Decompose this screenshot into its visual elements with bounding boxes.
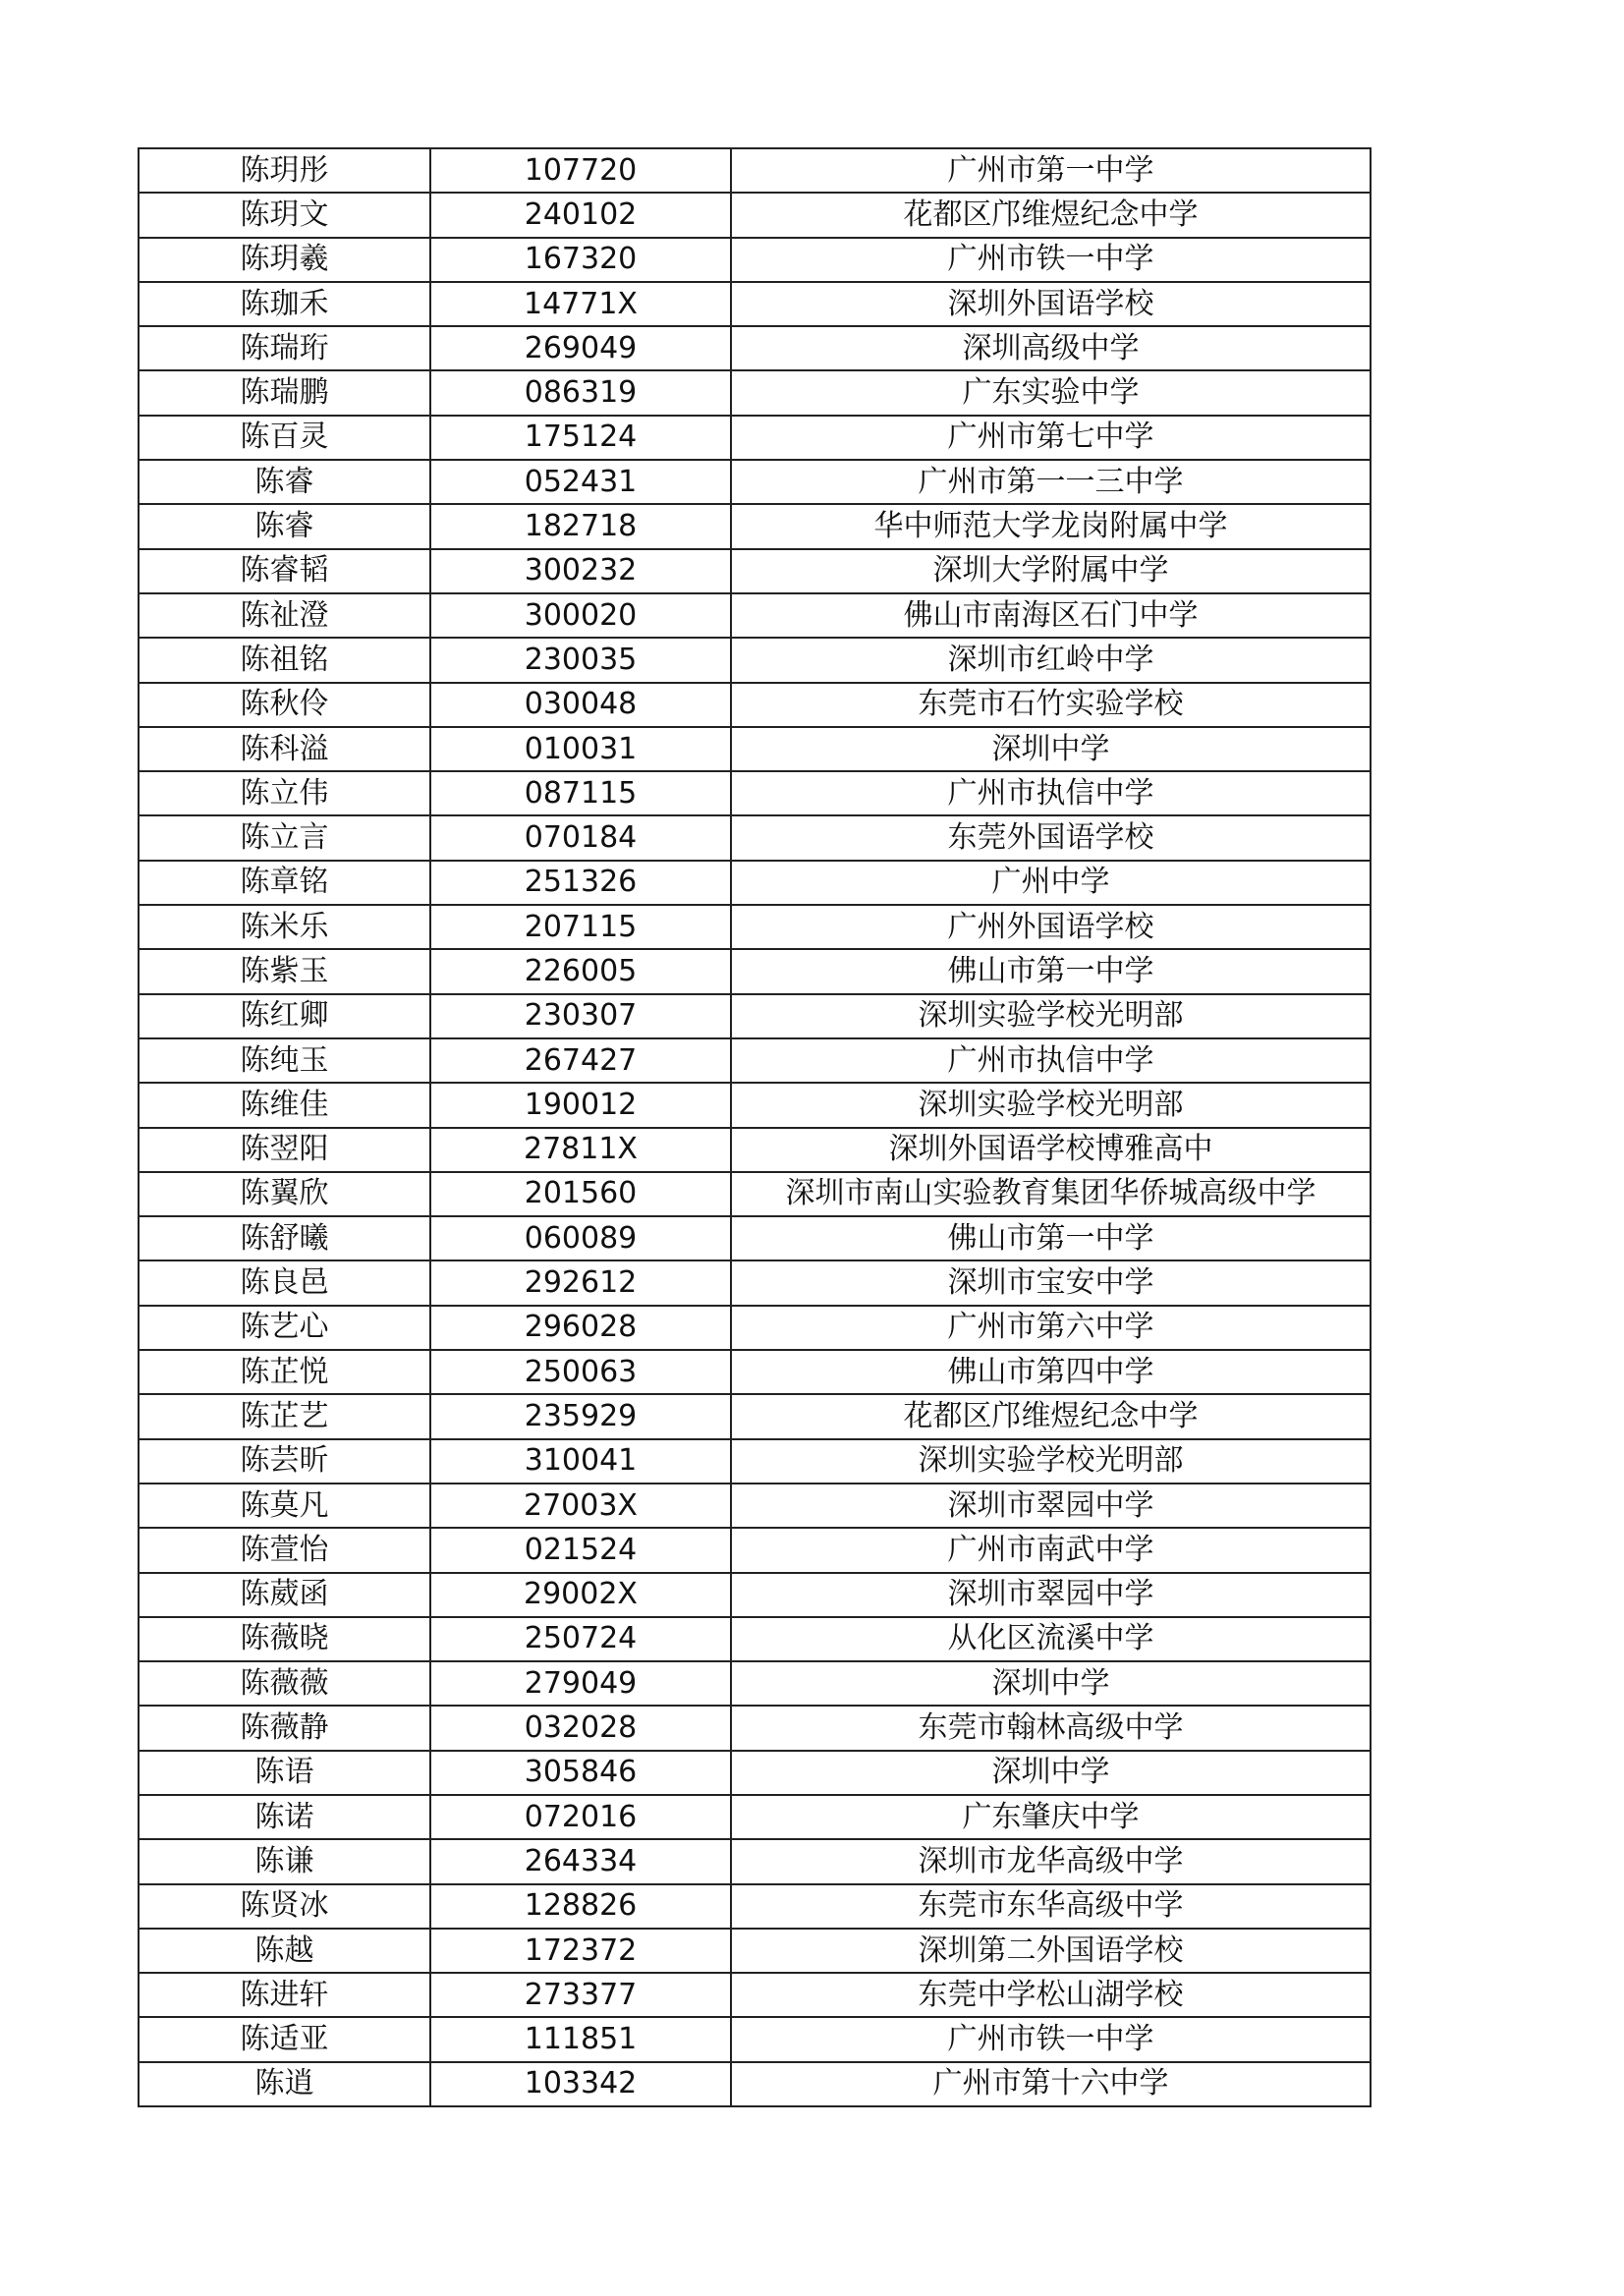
student-id-cell: 300232	[430, 549, 731, 593]
table-row	[139, 1751, 1371, 1795]
school-name-cell: 广东实验中学	[731, 370, 1371, 415]
student-id-cell: 250063	[430, 1350, 731, 1394]
student-id-cell: 296028	[430, 1306, 731, 1350]
table-row	[139, 549, 1371, 593]
school-name-cell: 广州市执信中学	[731, 771, 1371, 815]
student-id-cell: 032028	[430, 1706, 731, 1750]
student-name-cell: 陈适亚	[139, 2017, 430, 2061]
school-name-cell: 广州市执信中学	[731, 1038, 1371, 1083]
student-id-cell: 240102	[430, 193, 731, 237]
school-name-cell: 佛山市第四中学	[731, 1350, 1371, 1394]
student-name-cell: 陈瑞珩	[139, 326, 430, 370]
student-id-cell: 182718	[430, 504, 731, 548]
table-row	[139, 1172, 1371, 1216]
student-id-cell: 235929	[430, 1394, 731, 1438]
school-name-cell: 东莞市翰林高级中学	[731, 1706, 1371, 1750]
school-name-cell: 深圳市翠园中学	[731, 1484, 1371, 1528]
student-id-cell: 172372	[430, 1929, 731, 1973]
student-name-cell: 陈祖铭	[139, 638, 430, 682]
table-row	[139, 1839, 1371, 1883]
roster-body	[139, 148, 1371, 2106]
school-name-cell: 深圳市红岭中学	[731, 638, 1371, 682]
table-row	[139, 994, 1371, 1038]
school-name-cell: 深圳中学	[731, 727, 1371, 771]
table-row	[139, 1038, 1371, 1083]
table-row	[139, 861, 1371, 905]
student-name-cell: 陈贤冰	[139, 1884, 430, 1929]
school-name-cell: 深圳市宝安中学	[731, 1260, 1371, 1305]
student-id-cell: 279049	[430, 1661, 731, 1706]
student-name-cell: 陈翼欣	[139, 1172, 430, 1216]
school-name-cell: 深圳实验学校光明部	[731, 1083, 1371, 1127]
school-name-cell: 东莞外国语学校	[731, 815, 1371, 860]
table-row	[139, 1260, 1371, 1305]
school-name-cell: 东莞中学松山湖学校	[731, 1973, 1371, 2017]
table-row	[139, 1216, 1371, 1260]
table-row	[139, 2062, 1371, 2106]
table-row	[139, 815, 1371, 860]
student-name-cell: 陈睿	[139, 460, 430, 504]
student-name-cell: 陈舒曦	[139, 1216, 430, 1260]
student-id-cell: 230035	[430, 638, 731, 682]
student-name-cell: 陈纯玉	[139, 1038, 430, 1083]
student-name-cell: 陈维佳	[139, 1083, 430, 1127]
student-name-cell: 陈薇晓	[139, 1617, 430, 1661]
table-row	[139, 1083, 1371, 1127]
student-id-cell: 190012	[430, 1083, 731, 1127]
table-row	[139, 683, 1371, 727]
student-id-cell: 310041	[430, 1439, 731, 1484]
student-id-cell: 14771X	[430, 282, 731, 326]
student-id-cell: 103342	[430, 2062, 731, 2106]
student-id-cell: 167320	[430, 238, 731, 282]
student-name-cell: 陈秋伶	[139, 683, 430, 727]
table-row	[139, 1306, 1371, 1350]
school-name-cell: 华中师范大学龙岗附属中学	[731, 504, 1371, 548]
table-row	[139, 1484, 1371, 1528]
table-row	[139, 504, 1371, 548]
table-row	[139, 1394, 1371, 1438]
table-row	[139, 1350, 1371, 1394]
student-name-cell: 陈祉澄	[139, 593, 430, 638]
school-name-cell: 深圳外国语学校博雅高中	[731, 1128, 1371, 1172]
table-row	[139, 1439, 1371, 1484]
student-name-cell: 陈紫玉	[139, 949, 430, 993]
student-id-cell: 030048	[430, 683, 731, 727]
student-name-cell: 陈米乐	[139, 905, 430, 949]
school-name-cell: 广州市第一中学	[731, 148, 1371, 193]
student-name-cell: 陈薇静	[139, 1706, 430, 1750]
school-name-cell: 东莞市东华高级中学	[731, 1884, 1371, 1929]
school-name-cell: 广州市铁一中学	[731, 238, 1371, 282]
school-name-cell: 深圳高级中学	[731, 326, 1371, 370]
student-name-cell: 陈艺心	[139, 1306, 430, 1350]
school-name-cell: 深圳市翠园中学	[731, 1573, 1371, 1617]
student-id-cell: 107720	[430, 148, 731, 193]
student-id-cell: 226005	[430, 949, 731, 993]
student-id-cell: 250724	[430, 1617, 731, 1661]
student-id-cell: 292612	[430, 1260, 731, 1305]
student-name-cell: 陈百灵	[139, 416, 430, 460]
table-row	[139, 1706, 1371, 1750]
school-name-cell: 花都区邝维煜纪念中学	[731, 193, 1371, 237]
table-row	[139, 1573, 1371, 1617]
student-id-cell: 264334	[430, 1839, 731, 1883]
student-name-cell: 陈逍	[139, 2062, 430, 2106]
table-row	[139, 1884, 1371, 1929]
student-id-cell: 070184	[430, 815, 731, 860]
student-name-cell: 陈芸昕	[139, 1439, 430, 1484]
student-name-cell: 陈玥彤	[139, 148, 430, 193]
school-name-cell: 深圳大学附属中学	[731, 549, 1371, 593]
student-id-cell: 300020	[430, 593, 731, 638]
school-name-cell: 广州市第一一三中学	[731, 460, 1371, 504]
table-row	[139, 282, 1371, 326]
table-row	[139, 771, 1371, 815]
student-name-cell: 陈莫凡	[139, 1484, 430, 1528]
student-name-cell: 陈越	[139, 1929, 430, 1973]
student-name-cell: 陈立伟	[139, 771, 430, 815]
school-name-cell: 深圳第二外国语学校	[731, 1929, 1371, 1973]
student-name-cell: 陈珈禾	[139, 282, 430, 326]
student-name-cell: 陈睿	[139, 504, 430, 548]
table-row	[139, 148, 1371, 193]
table-row	[139, 193, 1371, 237]
table-row	[139, 638, 1371, 682]
student-name-cell: 陈玥羲	[139, 238, 430, 282]
table-row	[139, 1929, 1371, 1973]
table-row	[139, 2017, 1371, 2061]
school-name-cell: 深圳外国语学校	[731, 282, 1371, 326]
student-name-cell: 陈芷艺	[139, 1394, 430, 1438]
school-name-cell: 广州市第六中学	[731, 1306, 1371, 1350]
table-row	[139, 1661, 1371, 1706]
student-id-cell: 175124	[430, 416, 731, 460]
school-name-cell: 深圳中学	[731, 1751, 1371, 1795]
table-row	[139, 416, 1371, 460]
table-row	[139, 370, 1371, 415]
school-name-cell: 广州市第七中学	[731, 416, 1371, 460]
table-row	[139, 238, 1371, 282]
student-name-cell: 陈翌阳	[139, 1128, 430, 1172]
student-id-cell: 072016	[430, 1795, 731, 1839]
table-row	[139, 1528, 1371, 1572]
school-name-cell: 佛山市南海区石门中学	[731, 593, 1371, 638]
student-id-cell: 29002X	[430, 1573, 731, 1617]
student-name-cell: 陈葳函	[139, 1573, 430, 1617]
table-row	[139, 1128, 1371, 1172]
student-id-cell: 273377	[430, 1973, 731, 2017]
school-name-cell: 东莞市石竹实验学校	[731, 683, 1371, 727]
table-row	[139, 326, 1371, 370]
school-name-cell: 佛山市第一中学	[731, 1216, 1371, 1260]
student-id-cell: 267427	[430, 1038, 731, 1083]
student-id-cell: 052431	[430, 460, 731, 504]
school-name-cell: 深圳实验学校光明部	[731, 994, 1371, 1038]
student-id-cell: 230307	[430, 994, 731, 1038]
student-name-cell: 陈章铭	[139, 861, 430, 905]
roster-table	[138, 147, 1372, 2107]
school-name-cell: 广州中学	[731, 861, 1371, 905]
school-name-cell: 从化区流溪中学	[731, 1617, 1371, 1661]
school-name-cell: 深圳市龙华高级中学	[731, 1839, 1371, 1883]
school-name-cell: 广东肇庆中学	[731, 1795, 1371, 1839]
student-id-cell: 201560	[430, 1172, 731, 1216]
table-row	[139, 949, 1371, 993]
school-name-cell: 广州市第十六中学	[731, 2062, 1371, 2106]
student-id-cell: 021524	[430, 1528, 731, 1572]
school-name-cell: 深圳市南山实验教育集团华侨城高级中学	[731, 1172, 1371, 1216]
school-name-cell: 深圳实验学校光明部	[731, 1439, 1371, 1484]
table-row	[139, 727, 1371, 771]
student-name-cell: 陈科溢	[139, 727, 430, 771]
student-name-cell: 陈睿韬	[139, 549, 430, 593]
student-id-cell: 010031	[430, 727, 731, 771]
school-name-cell: 广州市南武中学	[731, 1528, 1371, 1572]
student-name-cell: 陈瑞鹏	[139, 370, 430, 415]
student-name-cell: 陈立言	[139, 815, 430, 860]
table-row	[139, 1617, 1371, 1661]
student-id-cell: 128826	[430, 1884, 731, 1929]
student-name-cell: 陈红卿	[139, 994, 430, 1038]
student-id-cell: 27003X	[430, 1484, 731, 1528]
student-id-cell: 207115	[430, 905, 731, 949]
table-row	[139, 905, 1371, 949]
student-name-cell: 陈芷悦	[139, 1350, 430, 1394]
student-id-cell: 060089	[430, 1216, 731, 1260]
table-row	[139, 1795, 1371, 1839]
school-name-cell: 深圳中学	[731, 1661, 1371, 1706]
student-id-cell: 087115	[430, 771, 731, 815]
student-id-cell: 305846	[430, 1751, 731, 1795]
table-row	[139, 593, 1371, 638]
school-name-cell: 佛山市第一中学	[731, 949, 1371, 993]
student-id-cell: 27811X	[430, 1128, 731, 1172]
student-name-cell: 陈萱怡	[139, 1528, 430, 1572]
student-name-cell: 陈诺	[139, 1795, 430, 1839]
table-row	[139, 460, 1371, 504]
student-name-cell: 陈玥文	[139, 193, 430, 237]
school-name-cell: 广州市铁一中学	[731, 2017, 1371, 2061]
student-name-cell: 陈良邑	[139, 1260, 430, 1305]
school-name-cell: 花都区邝维煜纪念中学	[731, 1394, 1371, 1438]
student-name-cell: 陈薇薇	[139, 1661, 430, 1706]
table-row	[139, 1973, 1371, 2017]
student-id-cell: 269049	[430, 326, 731, 370]
student-id-cell: 086319	[430, 370, 731, 415]
school-name-cell: 广州外国语学校	[731, 905, 1371, 949]
student-id-cell: 251326	[430, 861, 731, 905]
student-id-cell: 111851	[430, 2017, 731, 2061]
student-name-cell: 陈语	[139, 1751, 430, 1795]
student-name-cell: 陈进轩	[139, 1973, 430, 2017]
student-name-cell: 陈谦	[139, 1839, 430, 1883]
